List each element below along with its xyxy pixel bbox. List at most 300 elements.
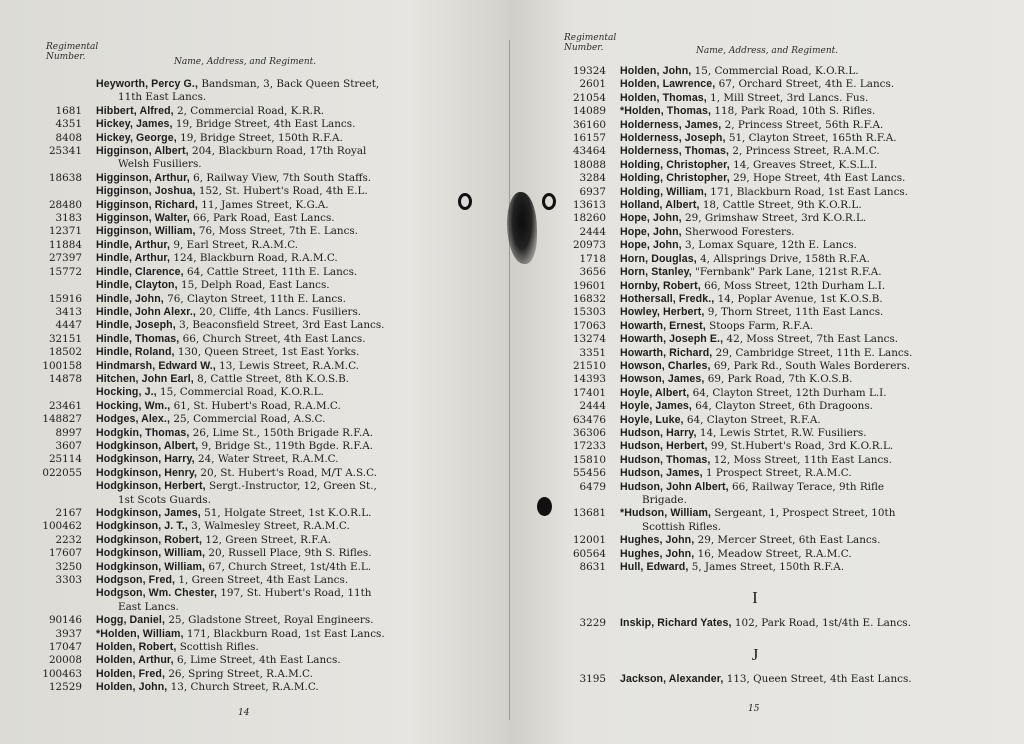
address-regiment: 171, Blackburn Road, 1st East Lancs. [186, 627, 385, 640]
regimental-number: 3656 [579, 266, 606, 279]
regimental-number: 8631 [579, 561, 606, 574]
entry-text [38, 373, 385, 386]
soldier-name: Hickey, George, [96, 131, 177, 144]
address-regiment: 18, Cattle Street, 9th K.O.R.L. [702, 199, 862, 212]
register-entry [562, 159, 912, 172]
soldier-name: Hindle, Joseph, [96, 319, 176, 332]
address-regiment: "Fernbank" Park Lane, 121st R.F.A. [695, 266, 882, 279]
address-regiment: 66, Moss Street, 12th Durham L.I. [704, 279, 886, 292]
entry-text [38, 239, 385, 252]
register-entry [562, 65, 912, 78]
address-regiment: 152, St. Hubert's Road, 4th E.L. [198, 185, 368, 198]
soldier-name: Horn, Stanley, [620, 266, 692, 279]
address-regiment: 1 Prospect Street, R.A.M.C. [705, 467, 852, 480]
regimental-number: 3351 [579, 346, 606, 359]
regimental-number: 3937 [55, 627, 82, 640]
regimental-number: 25341 [48, 145, 82, 158]
regimental-number: 3607 [55, 439, 82, 452]
page-gutter [509, 40, 510, 720]
soldier-name: Horn, Douglas, [620, 252, 697, 265]
entry-text [38, 480, 385, 493]
address-regiment: 66, Park Road, East Lancs. [193, 212, 335, 225]
soldier-name: Higginson, Richard, [96, 198, 198, 211]
right-page [562, 0, 972, 744]
section-i-entries [562, 617, 911, 630]
address-regiment: 14, Poplar Avenue, 1st K.O.S.B. [717, 292, 883, 305]
soldier-name: Holden, Fred, [96, 667, 165, 680]
entry-text [38, 266, 385, 279]
address-regiment: 102, Park Road, 1st/4th E. Lancs. [734, 617, 911, 629]
register-entry [38, 78, 385, 105]
soldier-name: Hindle, Thomas, [96, 332, 180, 345]
address-regiment: 69, Park Rd., South Wales Borderers. [713, 359, 911, 372]
soldier-name: Higginson, William, [96, 225, 196, 238]
register-entry [562, 119, 912, 132]
entry-text [562, 280, 912, 293]
soldier-name: Hope, John, [620, 225, 682, 238]
address-regiment: 6, Railway View, 7th South Staffs. [193, 171, 372, 184]
address-regiment: 13, Lewis Street, R.A.M.C. [219, 359, 359, 372]
regimental-number: 43464 [572, 145, 606, 158]
address-regiment: 25, Gladstone Street, Royal Engineers. [168, 614, 374, 627]
entry-text [38, 654, 385, 667]
soldier-name: Hughes, John, [620, 547, 695, 560]
address-regiment: 8, Cattle Street, 8th K.O.S.B. [197, 372, 350, 385]
address-regiment: 51, Clayton Street, 165th R.F.A. [728, 132, 897, 145]
soldier-name: Heyworth, Percy G., [96, 78, 198, 90]
register-entry [562, 78, 912, 91]
register-entry [562, 534, 912, 547]
soldier-name: Hibbert, Alfred, [96, 104, 174, 117]
soldier-name: Hitchen, John Earl, [96, 372, 194, 385]
regimental-number: 3183 [55, 212, 82, 225]
register-entry [562, 333, 912, 346]
register-entry [38, 654, 385, 667]
register-entry [562, 253, 912, 266]
regimental-number: 63476 [572, 413, 606, 426]
regimental-number: 20973 [572, 239, 606, 252]
entry-text [562, 65, 912, 78]
entry-text [562, 440, 912, 453]
regimental-number: 15916 [48, 292, 82, 305]
entry-text [38, 172, 385, 185]
regimental-number-header: Regimental Number. [46, 42, 99, 62]
address-regiment: 2, Commercial Road, K.R.R. [177, 104, 325, 117]
address-regiment: 197, St. Hubert's Road, 11th [220, 587, 372, 600]
entry-text [38, 306, 385, 319]
entry-text [562, 387, 912, 400]
entry-text [38, 400, 385, 413]
regimental-number: 100158 [42, 359, 82, 372]
soldier-name: Hodgkinson, William, [96, 547, 206, 560]
address-regiment: Bandsman, 3, Back Queen Street, [201, 78, 380, 90]
register-entry [562, 467, 912, 480]
regimental-number: 12001 [572, 534, 606, 547]
regimental-number: 148827 [42, 413, 82, 426]
address-regiment: 42, Moss Street, 7th East Lancs. [726, 333, 899, 346]
regimental-number: 2444 [579, 400, 606, 413]
address-regiment: 4, Allsprings Drive, 158th R.F.A. [700, 252, 870, 265]
register-entry [38, 668, 385, 681]
soldier-name: Howarth, Joseph E., [620, 333, 724, 346]
regimental-number: 6479 [579, 480, 606, 493]
address-regiment: 5, James Street, 150th R.F.A. [691, 561, 845, 574]
entry-text [562, 320, 912, 333]
register-entry [562, 92, 912, 105]
register-entry [38, 480, 385, 507]
address-regiment: 25, Commercial Road, A.S.C. [173, 413, 326, 426]
register-entry [38, 360, 385, 373]
soldier-name: Hoyle, Albert, [620, 386, 690, 399]
address-regiment: 2, Princess Street, R.A.M.C. [732, 145, 880, 158]
register-entry [38, 440, 385, 453]
regimental-number: 90146 [48, 614, 82, 627]
regimental-number: 16832 [572, 292, 606, 305]
regimental-number: 16157 [572, 132, 606, 145]
soldier-name: Higginson, Arthur, [96, 171, 190, 184]
regimental-number: 14393 [572, 373, 606, 386]
register-entry [38, 681, 385, 694]
address-regiment: Sergeant, 1, Prospect Street, 10th [714, 507, 896, 520]
entry-text [562, 400, 912, 413]
address-regiment: 51, Holgate Street, 1st K.O.R.L. [204, 507, 372, 519]
soldier-name: Hindle, Arthur, [96, 252, 171, 265]
soldier-name: Hothersall, Fredk., [620, 292, 715, 305]
register-entry [38, 413, 385, 426]
regimental-number: 27397 [48, 252, 82, 265]
soldier-name: Jackson, Alexander, [620, 673, 724, 685]
address-regiment: Sergt.-Instructor, 12, Green St., [209, 480, 377, 493]
entry-text [38, 668, 385, 681]
regimental-number: 3303 [55, 574, 82, 587]
address-regiment: 9, Thorn Street, 11th East Lancs. [707, 306, 884, 319]
register-entry [562, 172, 912, 185]
soldier-name: Holden, John, [96, 681, 168, 694]
regimental-number: 18638 [48, 171, 82, 184]
register-entry [562, 320, 912, 333]
name-address-header: Name, Address, and Regiment. [696, 46, 839, 56]
soldier-name: Hodgkinson, William, [96, 560, 206, 573]
regimental-number: 23461 [48, 399, 82, 412]
entry-text [38, 427, 385, 440]
address-regiment: 29, Hope Street, 4th East Lancs. [733, 172, 906, 185]
register-entry [562, 673, 912, 686]
regimental-number: 25114 [48, 453, 82, 466]
register-entry [38, 453, 385, 466]
soldier-name: Hudson, John Albert, [620, 480, 729, 493]
regimental-number: 1718 [579, 252, 606, 265]
ink-blot [537, 497, 552, 516]
soldier-name: Holland, Albert, [620, 199, 700, 212]
entry-text [562, 414, 912, 427]
section-letter-j: J [751, 645, 759, 664]
register-entry [38, 172, 385, 185]
soldier-name: *Hudson, William, [620, 507, 712, 520]
entry-text [562, 306, 912, 319]
address-regiment: 204, Blackburn Road, 17th Royal [191, 145, 367, 158]
address-regiment: Stoops Farm, R.F.A. [709, 319, 814, 332]
soldier-name: *Holden, William, [96, 627, 184, 640]
register-entry [562, 548, 912, 561]
entry-text [38, 346, 385, 359]
regimental-number: 8408 [55, 131, 82, 144]
regimental-number: 2444 [579, 225, 606, 238]
regimental-number: 13681 [572, 507, 606, 520]
regimental-number: 32151 [48, 332, 82, 345]
regimental-number: 11884 [48, 238, 82, 251]
address-regiment: 29, Grimshaw Street, 3rd K.O.R.L. [685, 212, 867, 225]
entry-text [562, 454, 912, 467]
register-entry [38, 279, 385, 292]
register-entry [562, 507, 912, 534]
address-regiment: 99, St.Hubert's Road, 3rd K.O.R.L. [710, 440, 894, 453]
address-regiment: 66, Railway Terace, 9th Rifle [732, 480, 885, 493]
register-entry [38, 628, 385, 641]
entry-text [38, 118, 385, 131]
soldier-name: Hudson, James, [620, 467, 703, 480]
address-regiment: 124, Blackburn Road, R.A.M.C. [173, 252, 338, 265]
soldier-name: Howson, Charles, [620, 359, 711, 372]
right-entries-list [562, 65, 912, 574]
address-regiment: 14, Lewis Strtet, R.W. Fusiliers. [699, 426, 867, 439]
soldier-name: Hodgson, Fred, [96, 574, 176, 587]
address-regiment: 16, Meadow Street, R.A.M.C. [697, 547, 852, 560]
entry-text [562, 467, 912, 480]
register-entry [38, 333, 385, 346]
regimental-number: 6937 [579, 185, 606, 198]
entry-text [38, 520, 385, 533]
register-entry [562, 347, 912, 360]
soldier-name: Hodgkinson, Robert, [96, 533, 203, 546]
address-regiment: 29, Cambridge Street, 11th E. Lancs. [715, 346, 913, 359]
register-entry [562, 481, 912, 508]
soldier-name: Hindle, Clarence, [96, 265, 184, 278]
entry-text [562, 333, 912, 346]
entry-text [38, 440, 385, 453]
entry-text [38, 467, 385, 480]
entry-text [562, 481, 912, 494]
soldier-name: Howley, Herbert, [620, 306, 705, 319]
entry-text [562, 673, 912, 686]
register-entry [38, 132, 385, 145]
register-entry [38, 534, 385, 547]
register-entry [38, 373, 385, 386]
entry-text [38, 386, 385, 399]
entry-text [38, 105, 385, 118]
entry-text [562, 360, 912, 373]
entry-text [38, 333, 385, 346]
address-regiment: 13, Church Street, R.A.M.C. [170, 681, 319, 694]
entry-text [562, 226, 912, 239]
entry-text [38, 507, 385, 520]
regimental-number: 100463 [42, 667, 82, 680]
soldier-name: Hodgkin, Thomas, [96, 426, 190, 439]
regimental-number: 3195 [579, 673, 606, 685]
soldier-name: Hudson, Herbert, [620, 440, 708, 453]
register-entry [562, 414, 912, 427]
register-entry [562, 239, 912, 252]
address-regiment: 19, Bridge Street, 4th East Lancs. [175, 118, 356, 131]
soldier-name: Hodgkinson, J. T., [96, 520, 188, 533]
entry-text [38, 199, 385, 212]
register-entry [562, 145, 912, 158]
regimental-number: 12529 [48, 681, 82, 694]
soldier-name: Hughes, John, [620, 534, 695, 547]
register-entry [38, 185, 385, 198]
address-regiment: 15, Delph Road, East Lancs. [180, 279, 330, 292]
entry-text [38, 293, 385, 306]
regimental-number: 21054 [572, 91, 606, 104]
register-entry [38, 427, 385, 440]
entry-text [38, 225, 385, 238]
entry-text [38, 132, 385, 145]
regimental-number: 1681 [55, 104, 82, 117]
regimental-number: 18502 [48, 346, 82, 359]
address-regiment: 3, Beaconsfield Street, 3rd East Lancs. [179, 319, 385, 332]
regimental-number: 3229 [579, 617, 606, 629]
register-entry [38, 105, 385, 118]
regimental-number: 022055 [42, 466, 82, 479]
soldier-name: Hodgson, Wm. Chester, [96, 587, 217, 600]
section-letter-i: I [752, 588, 758, 607]
entry-text [562, 212, 912, 225]
address-regiment: 118, Park Road, 10th S. Rifles. [714, 105, 876, 118]
soldier-name: Hindle, Roland, [96, 346, 175, 359]
address-regiment: 15, Commercial Road, K.O.R.L. [159, 386, 324, 399]
address-regiment: 76, Moss Street, 7th E. Lancs. [198, 225, 359, 238]
address-regiment: 20, St. Hubert's Road, M/T A.S.C. [200, 466, 377, 479]
entry-text [38, 574, 385, 587]
regimental-number: 4447 [55, 319, 82, 332]
entry-text [562, 132, 912, 145]
entry-continuation: East Lancs. [118, 600, 179, 613]
register-entry [562, 306, 912, 319]
soldier-name: Hocking, J., [96, 386, 157, 399]
regimental-number: 17063 [572, 319, 606, 332]
address-regiment: 26, Spring Street, R.A.M.C. [168, 667, 313, 680]
entry-text [38, 641, 385, 654]
address-regiment: 64, Clayton Street, 6th Dragoons. [695, 400, 873, 413]
page-number: 14 [238, 708, 250, 718]
address-regiment: 12, Moss Street, 11th East Lancs. [713, 453, 892, 466]
regimental-number: 100462 [42, 520, 82, 533]
entry-text [562, 145, 912, 158]
soldier-name: Holden, Robert, [96, 641, 177, 654]
soldier-name: Hindle, Clayton, [96, 279, 178, 292]
regimental-number: 15810 [572, 453, 606, 466]
register-entry [562, 212, 912, 225]
entry-text [38, 279, 385, 292]
soldier-name: Hodges, Alex., [96, 413, 171, 426]
soldier-name: Hodgkinson, Harry, [96, 453, 195, 466]
regimental-number: 14089 [572, 105, 606, 118]
address-regiment: 1, Green Street, 4th East Lancs. [178, 574, 349, 587]
regimental-number: 19601 [572, 279, 606, 292]
regimental-number: 28480 [48, 198, 82, 211]
entry-text [38, 319, 385, 332]
address-regiment: 24, Water Street, R.A.M.C. [198, 453, 339, 466]
regimental-number: 13274 [572, 333, 606, 346]
soldier-name: Hope, John, [620, 239, 682, 252]
entry-text [562, 293, 912, 306]
address-regiment: 26, Lime St., 150th Brigade R.F.A. [192, 426, 373, 439]
soldier-name: Holden, John, [620, 65, 692, 77]
soldier-name: Hindmarsh, Edward W., [96, 359, 216, 372]
regimental-number: 8997 [55, 426, 82, 439]
address-regiment: 14, Greaves Street, K.S.L.I. [733, 158, 878, 171]
entry-text [562, 92, 912, 105]
register-entry [38, 614, 385, 627]
regimental-number: 15303 [572, 306, 606, 319]
soldier-name: Holderness, Thomas, [620, 145, 730, 158]
address-regiment: 64, Cattle Street, 11th E. Lancs. [186, 265, 358, 278]
entry-text [38, 145, 385, 158]
register-entry [562, 226, 912, 239]
regimental-number: 17047 [48, 641, 82, 654]
address-regiment: 113, Queen Street, 4th East Lancs. [726, 673, 912, 685]
register-entry [38, 587, 385, 614]
soldier-name: Hudson, Thomas, [620, 453, 711, 466]
entry-continuation: Brigade. [642, 494, 687, 506]
regimental-number: 2167 [55, 507, 82, 519]
soldier-name: Hoyle, James, [620, 400, 692, 413]
address-regiment: 19, Bridge Street, 150th R.F.A. [180, 131, 343, 144]
register-entry [562, 561, 912, 574]
name-address-header: Name, Address, and Regiment. [174, 57, 317, 67]
soldier-name: Higginson, Joshua, [96, 185, 196, 198]
soldier-name: Hickey, James, [96, 118, 173, 131]
soldier-name: Hodgkinson, Albert, [96, 439, 199, 452]
register-entry [562, 454, 912, 467]
entry-text [38, 212, 385, 225]
entry-text [38, 534, 385, 547]
register-entry [38, 145, 385, 172]
regimental-number: 21510 [572, 359, 606, 372]
register-entry [38, 574, 385, 587]
address-regiment: 20, Russell Place, 9th S. Rifles. [208, 547, 372, 560]
soldier-name: Hodgkinson, Herbert, [96, 480, 206, 493]
register-entry [38, 212, 385, 225]
entry-text [562, 347, 912, 360]
address-regiment: 67, Church Street, 1st/4th E.L. [208, 560, 372, 573]
soldier-name: Hindle, John, [96, 292, 164, 305]
regimental-number: 18260 [572, 212, 606, 225]
address-regiment: 6, Lime Street, 4th East Lancs. [176, 654, 341, 667]
regimental-number-header: Regimental Number. [564, 33, 617, 53]
address-regiment: Sherwood Foresters. [685, 225, 795, 238]
entry-text [562, 199, 912, 212]
soldier-name: Hoyle, Luke, [620, 413, 684, 426]
register-entry [38, 252, 385, 265]
register-entry [38, 547, 385, 560]
address-regiment: 2, Princess Street, 56th R.F.A. [724, 118, 884, 131]
address-regiment: 130, Queen Street, 1st East Yorks. [177, 346, 360, 359]
entry-text [38, 185, 385, 198]
entry-text [562, 373, 912, 386]
register-entry [562, 373, 912, 386]
address-regiment: 9, Bridge St., 119th Bgde. R.F.A. [201, 439, 374, 452]
entry-text [38, 453, 385, 466]
soldier-name: Higginson, Walter, [96, 212, 190, 225]
regimental-number: 19324 [572, 65, 606, 77]
entry-text [38, 587, 385, 600]
address-regiment: 29, Mercer Street, 6th East Lancs. [697, 534, 881, 547]
register-entry [562, 105, 912, 118]
address-regiment: Scottish Rifles. [179, 641, 259, 654]
soldier-name: Hornby, Robert, [620, 279, 701, 292]
regimental-number: 55456 [572, 467, 606, 480]
register-entry [562, 293, 912, 306]
